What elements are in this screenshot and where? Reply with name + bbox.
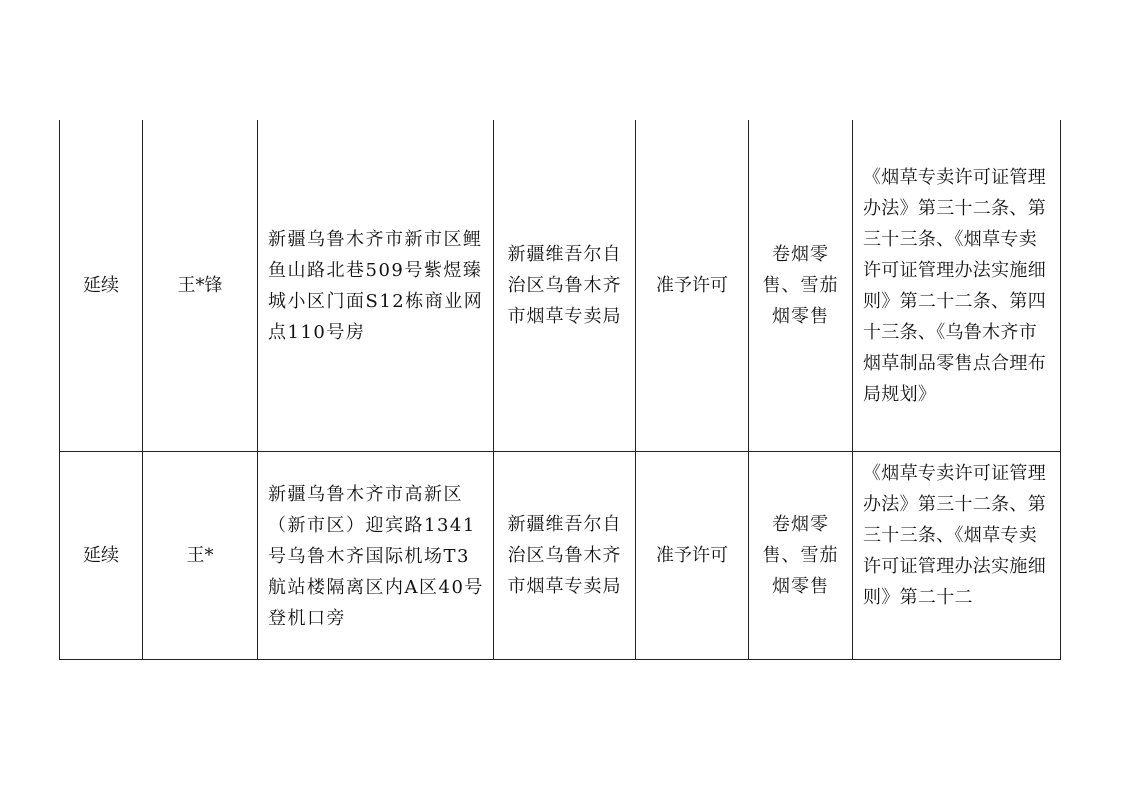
decision-cell: 准予许可: [636, 452, 749, 660]
issuing-authority-cell: 新疆维吾尔自治区乌鲁木齐市烟草专卖局: [494, 120, 636, 452]
license-table: [59, 120, 1061, 660]
license-type-cell: 延续: [60, 452, 143, 660]
applicant-name-cell: 王*: [143, 452, 258, 660]
business-scope-cell: 卷烟零售、雪茄烟零售: [749, 120, 853, 452]
table-row: [60, 120, 1061, 452]
table-row: [60, 452, 1061, 660]
legal-basis-cell: 《烟草专卖许可证管理办法》第三十二条、第三十三条、《烟草专卖许可证管理办法实施细则》第二十二条、第四十三条、《乌鲁木齐市烟草制品零售点合理布局规划》: [853, 120, 1061, 452]
business-address-cell: 新疆乌鲁木齐市高新区（新市区）迎宾路1341号乌鲁木齐国际机场T3航站楼隔离区内A区40号登机口旁: [258, 452, 494, 660]
business-address-cell: 新疆乌鲁木齐市新市区鲤鱼山路北巷509号紫煜臻城小区门面S12栋商业网点110号房: [258, 120, 494, 452]
license-type-cell: 延续: [60, 120, 143, 452]
business-scope-cell: 卷烟零售、雪茄烟零售: [749, 452, 853, 660]
legal-basis-cell: 《烟草专卖许可证管理办法》第三十二条、第三十三条、《烟草专卖许可证管理办法实施细则》第二十二: [853, 452, 1061, 660]
applicant-name-cell: 王*锋: [143, 120, 258, 452]
issuing-authority-cell: 新疆维吾尔自治区乌鲁木齐市烟草专卖局: [494, 452, 636, 660]
decision-cell: 准予许可: [636, 120, 749, 452]
